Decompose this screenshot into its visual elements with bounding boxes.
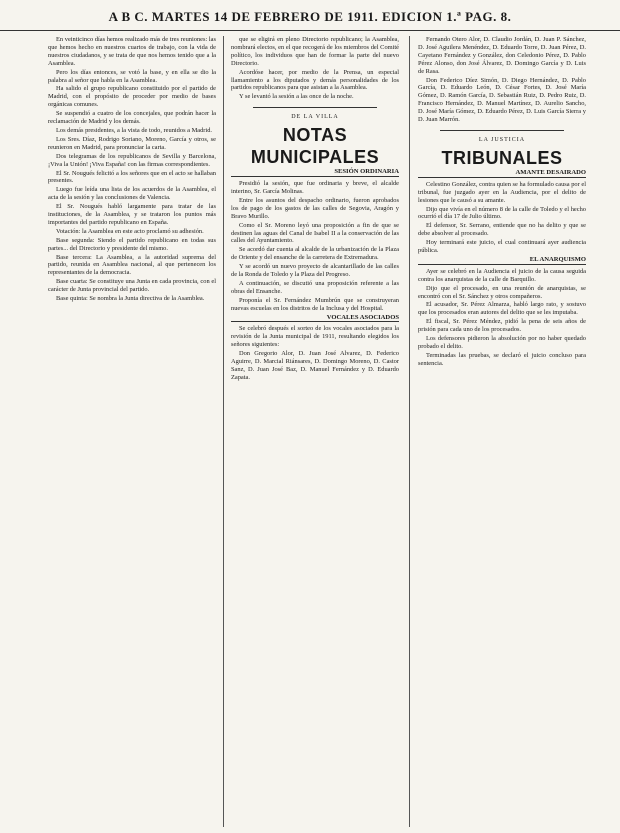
paragraph: Dijo que vivía en el número 8 de la calle de Toledo y el hecho ocurrió el día 17 de Julio último. — [418, 205, 586, 221]
paragraph: Base segunda: Siendo el partido republicano en todas sus partes... del Directorio y presidente del mismo. — [48, 236, 216, 252]
paragraph: Ha salido el grupo republicano constituido por el partido de Madrid, con el propósito de proceder por medio de bases orgánicas comunes. — [48, 85, 216, 109]
paragraph: Se celebró después el sorteo de los vocales asociados para la revisión de la Junta municipal de 1911, resultando elegidos los señores siguientes: — [231, 325, 399, 349]
section-subtitle: VOCALES ASOCIADOS — [231, 314, 399, 323]
paragraph: Votación: la Asamblea en este acto proclamó su adhesión. — [56, 227, 204, 235]
paragraph: Se suspendió a cuatro de los concejales, que podrán hacer la reclamación de Madrid y los demás. — [48, 110, 216, 126]
section-subtitle: SESIÓN ORDINARIA — [231, 168, 399, 177]
column-1 — [48, 36, 216, 827]
section-title: TRIBUNALES — [441, 147, 563, 168]
paragraph: Luego fue leída una lista de los acuerdos de la Asamblea, el acta de la sesión y las conclusiones de Valencia. — [48, 186, 216, 202]
paragraph: Acordóse hacer, por medio de la Prensa, un especial llamamiento a los diputados y demás personalidades de los partidos republicanos para que asistan a la Asamblea. — [231, 68, 399, 92]
paragraph: Y se acordó un nuevo proyecto de alcantarillado de las calles de la Ronda de Toledo y la Plaza del Progreso. — [231, 263, 399, 279]
paragraph: Se acordó dar cuenta al alcalde de la urbanización de la Plaza de Oriente y del ensanche de la carretera de Extremadura. — [231, 246, 399, 262]
paragraph: Dijo que el procesado, en una reunión de anarquistas, se encontró con el Sr. Sánchez y otros compañeros. — [418, 284, 586, 300]
section-subtitle: AMANTE DESAIRADO — [418, 169, 586, 178]
paragraph: El fiscal, Sr. Pérez Méndez, pidió la pena de seis años de prisión para cada uno de los procesados. — [418, 318, 586, 334]
paragraph: Dos telegramas de los republicanos de Sevilla y Barcelona, ¡Viva la Unión! ¡Viva España! con las firmas correspondientes. — [48, 152, 216, 168]
paragraph: que se eligirá en pleno Directorio republicano; la Asamblea, nombrará electos, en el que recogerá de los miembros del Comité político, los individuos que han de formar la parte del nuevo Directorio. — [231, 36, 399, 67]
column-rule — [223, 36, 224, 827]
paragraph: Terminadas las pruebas, se declaró el juicio concluso para sentencia. — [418, 351, 586, 367]
paragraph: Los defensores pidieron la absolución por no haber quedado probado el delito. — [418, 335, 586, 350]
paragraph: Base tercera: La Asamblea, a la autoridad suprema del partido, reunida en Asamblea nacional, al que pertenecen los representantes de la democracia. — [48, 253, 216, 277]
paragraph: Hoy terminará este juicio, el cual continuará ayer audiencia pública. — [418, 239, 586, 255]
page-header: A B C. MARTES 14 DE FEBRERO DE 1911. EDICION 1.ª PAG. 8. — [0, 4, 620, 31]
paragraph: Como el Sr. Moreno leyó una proposición a fin de que se destinen las aguas del Canal de Isabel II a la conservación de las calles del Ayuntamiento. — [231, 221, 399, 245]
paragraph: Proponía el Sr. Fernández Mumbrún que se construyeran nuevas escuelas en los distritos de la Inclusa y del Hospital. — [231, 296, 399, 312]
section-divider — [253, 107, 377, 108]
paragraph: El Sr. Nougués habló largamente para tratar de las instituciones, de la Asamblea, y se trataron los puntos más importantes del partido republicano en España. — [48, 203, 216, 226]
paragraph: A continuación, se discutió una proposición referente a las obras del Ensanche. — [231, 279, 399, 295]
column-rule — [409, 36, 410, 827]
paragraph: El defensor, Sr. Serrano, entiende que no ha delito y que se debe absolver al procesado. — [418, 222, 586, 238]
paragraph: Presidió la sesión, que fue ordinaria y breve, el alcalde interino, Sr. García Molinas. — [231, 180, 399, 195]
section-divider — [440, 130, 564, 131]
column-2 — [231, 36, 399, 827]
section-title: NOTAS MUNICIPALES — [250, 125, 380, 168]
paragraph: Entre los asuntos del despacho ordinario, fueron aprobados los de pago de los gastos de las calles de Segovia, Aragón y Bravo Murillo. — [231, 196, 399, 220]
paragraph: Celestino González, contra quien se ha formulado causa por el tribunal, fue juzgado ayer en la Audiencia, por el delito de lesiones que le causó a su amante. — [418, 180, 586, 204]
section-subtitle: EL ANARQUISMO — [418, 256, 586, 265]
paragraph: Don Federico Díez Simón, D. Diego Hernández, D. Pablo García, D. Eduardo León, D. César Fortes, D. José María Gómez, D. Ramón García, D. Sebastián Ruiz, D. Pedro Ruiz, D. Francisco Hernández, D. Manuel Martínez, D. Aurelio Sancho, D. José María Gómez, D. Eduardo Pérez, D. Luis García Sierra y D. Juan Marrón. — [418, 76, 586, 124]
paragraph: Pero los días entonces, se votó la base, y en ella se dio la palabra al señor que habla en la Asamblea. — [48, 68, 216, 84]
paragraph: Base quinta: Se nombra la Junta directiva de la Asamblea. — [56, 295, 205, 303]
paragraph: Los Sres. Díaz, Rodrigo Soriano, Moreno, García y otros, se reunieron en Madrid, para pronunciar la carta. — [48, 135, 216, 151]
paragraph: Ayer se celebró en la Audiencia el juicio de la causa seguida contra los anarquistas de la calle de Barquillo. — [418, 267, 586, 283]
paragraph: El acusador, Sr. Pérez Almarza, habló largo rato, y sostuvo que los procesados eran autores del delito que se les imputaba. — [418, 301, 586, 317]
paragraph: Fernando Otero Alor, D. Claudio Jordán, D. Juan P. Sánchez, D. José Aguilera Menéndez, D. Eduardo Torre, D. Juan Pérez, D. Cayetano Fernández y González, don Celedonio Pérez, D. Pablo Pérez Alonso, don José Álvarez, D. Domingo García y D. Luis de Rasa. — [418, 36, 586, 75]
paragraph: Y se levantó la sesión a las once de la noche. — [239, 93, 354, 101]
paragraph: Base cuarta: Se constituye una Junta en cada provincia, con el carácter de Junta provincial del partido. — [48, 278, 216, 294]
paragraph: Los demás presidentes, a la vista de todo, reunidos a Madrid. — [56, 126, 212, 134]
paragraph: Don Gregorio Alor, D. Juan José Alvarez, D. Federico Aguirre, D. Marcial Riánsares, D. Domingo Moreno, D. Castor Sanz, D. Juan José Baz, D. Manuel Fernández y D. Eduardo Zapata. — [231, 350, 399, 381]
column-3 — [418, 36, 586, 827]
section-kicker: DE LA VILLA — [291, 114, 339, 121]
section-kicker: LA JUSTICIA — [478, 136, 526, 143]
paragraph: El Sr. Nougués felicitó a los señores que en el acto se hallaban presentes. — [48, 169, 216, 185]
paragraph: En veinticinco días hemos realizado más de tres reuniones: las que hemos hecho en nuestros cuartos de trabajo, con la vida de nuestros ciudadanos, y se trata de que nos hemos tenido que a la Asamblea. — [48, 36, 216, 67]
